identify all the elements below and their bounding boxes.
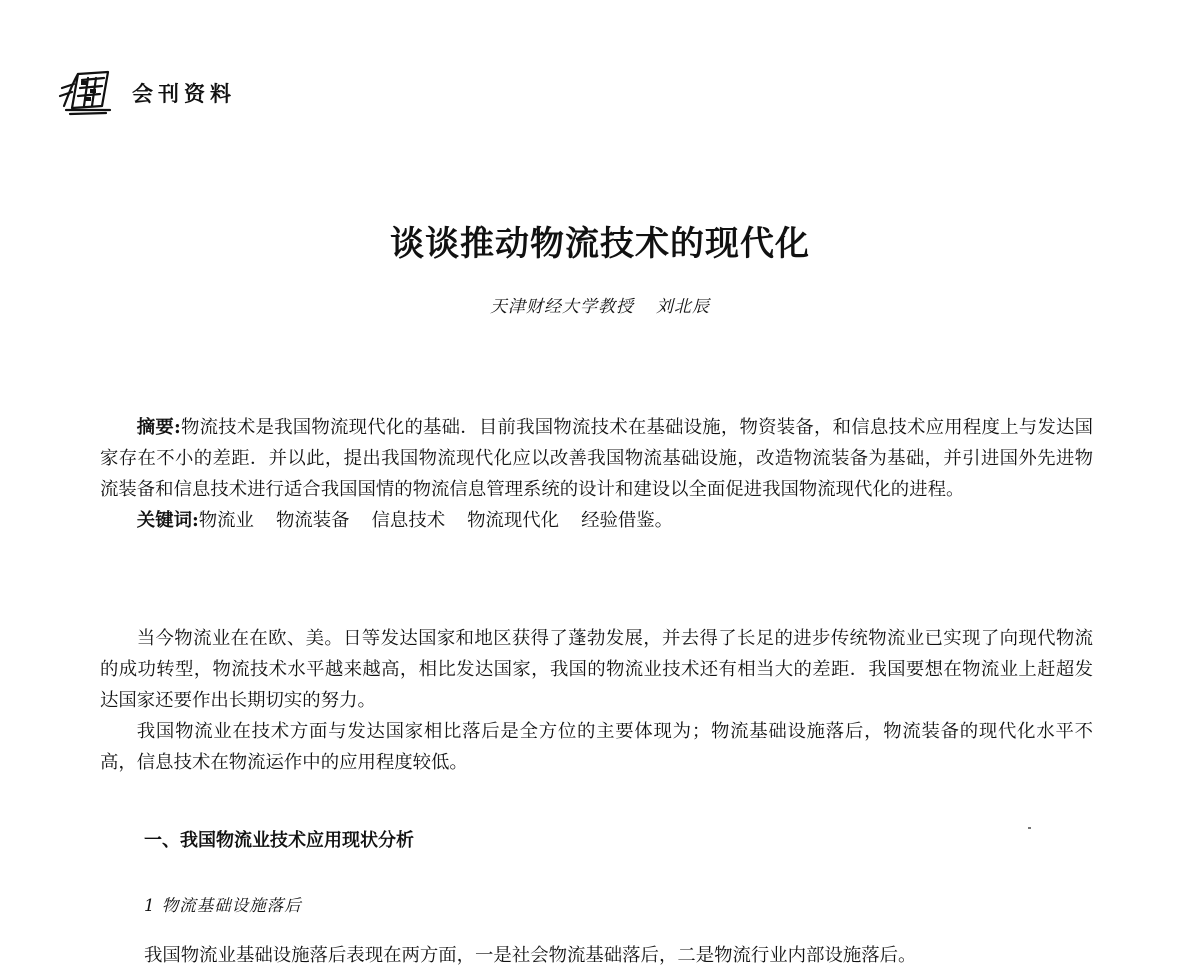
body-paragraph-cutoff: 我国物流业基础设施落后表现在两方面，一是社会物流基础落后，二是物流行业内部设施落后。 [144,945,917,966]
keywords-line [100,505,1093,536]
author-affiliation: 天津财经大学教授 [490,297,634,317]
keyword-item: 物流业 [198,510,254,531]
keyword-item: 物流装备 [275,510,350,531]
body-paragraph: 我国物流业在技术方面与发达国家相比落后是全方位的主要体现为；物流基础设施落后，物流装备的现代化水平不高，信息技术在物流运作中的应用程度较低。 [100,721,1093,773]
article-title: 谈谈推动物流技术的现代化 [390,224,810,264]
author-line [0,292,1200,317]
journal-logo-icon [58,66,120,116]
body-intro [100,623,1093,778]
keyword-item: 经验借鉴。 [581,510,674,531]
keyword-item: 物流现代化 [467,510,560,531]
section-label: 会刊资料 [132,82,236,106]
page-header [58,66,236,116]
scan-speck [1028,827,1031,829]
keywords-label: 关键词: [136,510,199,531]
abstract-label: 摘要: [136,417,181,438]
abstract-paragraph [100,412,1093,505]
body-paragraph: 当今物流业在在欧、美。日等发达国家和地区获得了蓬勃发展，并去得了长足的进步传统物流业已实现了向现代物流的成功转型，物流技术水平越来越高，相比发达国家，我国的物流业技术还有相当大的差距．我国要想在物流业上赶超发达国家还要作出长期切实的努力。 [100,628,1093,711]
subsection-heading: 1 物流基础设施落后 [144,896,302,915]
section-heading: 一、我国物流业技术应用现状分析 [144,830,414,851]
author-name: 刘北辰 [656,297,710,317]
keyword-item: 信息技术 [371,510,446,531]
abstract-text: 物流技术是我国物流现代化的基础．目前我国物流技术在基础设施，物资装备，和信息技术应用程度上与发达国家存在不小的差距．并以此，提出我国物流现代化应以改善我国物流基础设施，改造物流装备为基础，并引进国外先进物流装备和信息技术进行适合我国国情的物流信息管理系统的设计和建设以全面促进我国物流现代化的进程。 [100,417,1093,500]
abstract-block [100,412,1093,536]
